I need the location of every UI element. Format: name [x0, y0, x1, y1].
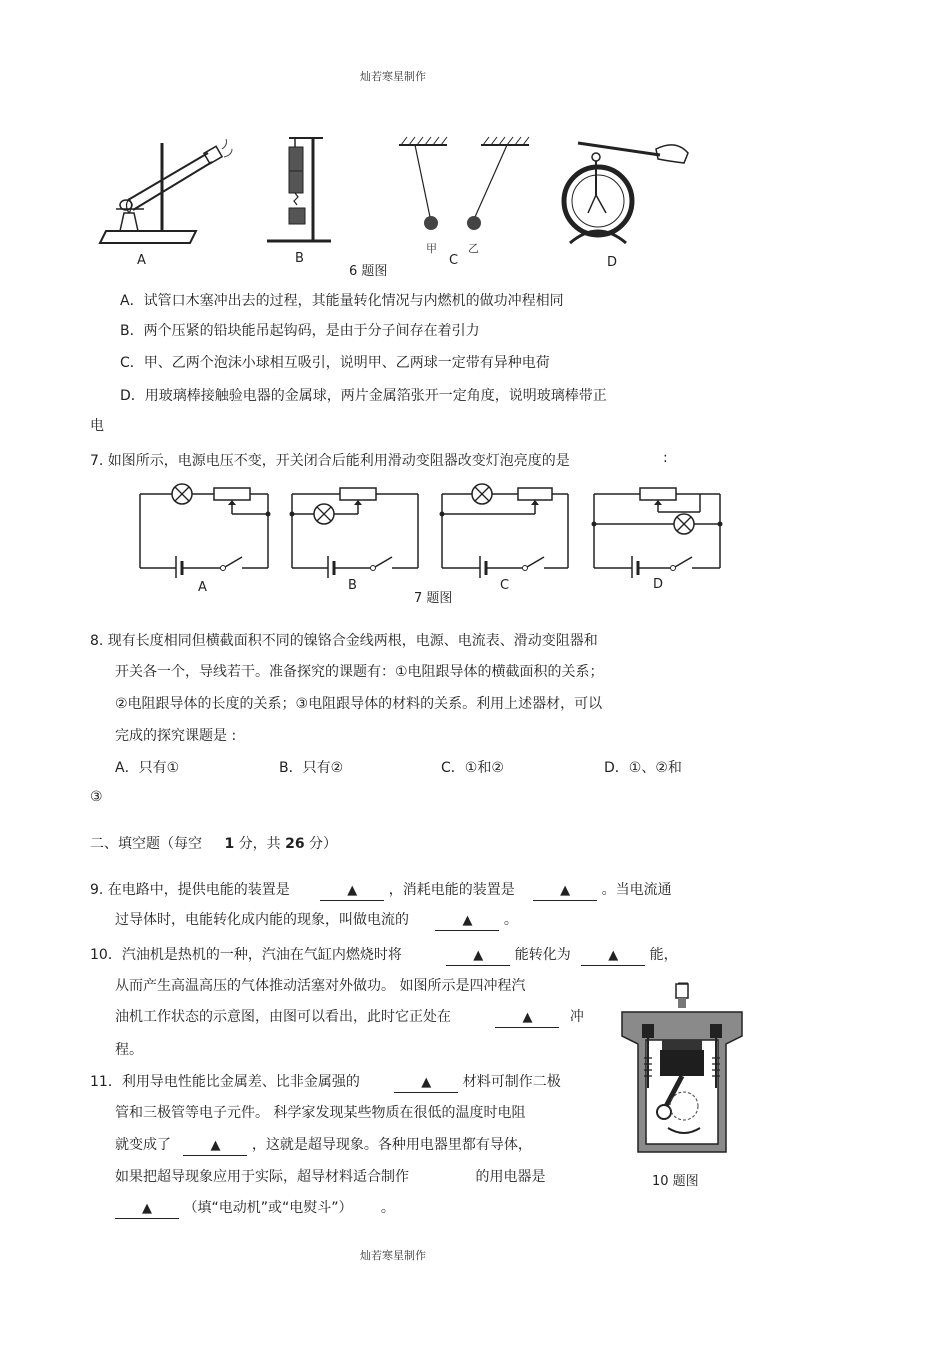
figure-10-caption: 10 题图 [652, 1174, 699, 1189]
q6-option-b: B．两个压紧的铅块能吊起钩码，是由于分子间存在着引力 [120, 323, 480, 339]
figure-6-label-a: A [137, 253, 146, 268]
q11-text-5: 如果把超导现象应用于实际，超导材料适合制作 [115, 1169, 409, 1185]
section-2-mid: 分，共 [238, 836, 281, 852]
figure-6-label-d: D [607, 255, 618, 270]
q9-text-4: 过导体时，电能转化成内能的现象，叫做电流的 [115, 912, 409, 928]
q10-blank-3[interactable]: ▲ [495, 1010, 559, 1028]
q11-line-1 [90, 1071, 561, 1093]
q8-line-3: ②电阻跟导体的长度的关系；③电阻跟导体的材料的关系。利用上述器材，可以 [115, 696, 603, 712]
q11-text-3: 就变成了 [115, 1137, 171, 1153]
q10-line-2: 从而产生高温高压的气体推动活塞对外做功。 如图所示是四冲程汽 [115, 978, 526, 994]
section-2-prefix: 二、填空题（每空 [90, 836, 202, 852]
circuit-b [290, 480, 425, 575]
figure-6-label-b: B [295, 251, 304, 266]
q10-line-3 [115, 1006, 584, 1028]
q9-blank-3[interactable]: ▲ [435, 913, 499, 931]
q7-stem: 7. 如图所示，电源电压不变，开关闭合后能利用滑动变阻器改变灯泡亮度的是 [90, 453, 570, 469]
q10-blank-1[interactable]: ▲ [446, 948, 510, 966]
figure-6-caption: 6 题图 [349, 264, 388, 279]
pendulum-label-jia: 甲 [426, 242, 437, 255]
circuit-d [592, 480, 727, 575]
q9-text-5: 。 [503, 912, 518, 928]
circuit-label-a: A [198, 580, 207, 595]
q10-text-2: 能转化为 [514, 947, 571, 963]
q8-line-2: 开关各一个，导线若干。准备探究的课题有：①电阻跟导体的横截面积的关系； [115, 664, 604, 680]
q7-colon: : [663, 450, 668, 466]
section-2-score: 1 [224, 836, 235, 852]
circuit-label-d: D [653, 577, 664, 592]
figure-7-caption: 7 题图 [414, 591, 453, 606]
page-footer: 灿若寒星制作 [360, 1249, 426, 1262]
q9-blank-2[interactable]: ▲ [533, 883, 597, 901]
q8-option-c: C．①和② [441, 760, 504, 776]
q6-option-c: C．甲、乙两个泡沫小球相互吸引，说明甲、乙两球一定带有异种电荷 [120, 355, 550, 371]
figure-6-label-c: C [449, 253, 459, 268]
q10-text-4: 油机工作状态的示意图，由图可以看出，此时它正处在 [115, 1009, 451, 1025]
q8-line-1: 8. 现有长度相同但横截面积不同的镍铬合金线两根，电源、电流表、滑动变阻器和 [90, 633, 598, 649]
q11-text-2: 材料可制作二极 [462, 1074, 561, 1090]
q10-text-1: 10．汽油机是热机的一种，汽油在气缸内燃烧时将 [90, 947, 402, 963]
pendulum-label-yi: 乙 [468, 242, 479, 255]
q6-option-d-tail: 电 [90, 418, 104, 434]
q9-text-1: 9. 在电路中，提供电能的装置是 [90, 882, 290, 898]
q11-line-4 [115, 1166, 545, 1186]
q9-text-2: ，消耗电能的装置是 [388, 882, 515, 898]
q10-text-5: 冲 [569, 1009, 584, 1025]
q8-line-4: 完成的探究课题是 : [115, 728, 237, 744]
q10-line-4: 程。 [115, 1042, 143, 1058]
q11-text-1: 11．利用导电性能比金属差、比非金属强的 [90, 1074, 360, 1090]
q11-text-8: 。 [380, 1200, 395, 1216]
circuit-c [440, 480, 575, 575]
section-2-suffix: 分） [309, 836, 338, 852]
q9-blank-1[interactable]: ▲ [320, 883, 384, 901]
circuit-a [138, 480, 273, 575]
figure-6c-foam-balls [395, 135, 535, 245]
page-header: 灿若寒星制作 [360, 70, 426, 83]
q6-option-d: D．用玻璃棒接触验电器的金属球，两片金属箔张开一定角度，说明玻璃棒带正 [120, 388, 607, 404]
section-2-total: 26 [285, 836, 305, 852]
q11-text-4: ，这就是超导现象。各种用电器里都有导体， [251, 1137, 532, 1153]
q11-text-6: 的用电器是 [475, 1169, 546, 1185]
q10-text-3: 能， [649, 947, 678, 963]
q9-text-3: 。当电流通 [601, 882, 672, 898]
figure-10-engine [618, 978, 748, 1160]
q11-blank-1[interactable]: ▲ [394, 1075, 458, 1093]
section-2-heading [90, 833, 337, 853]
q11-blank-2[interactable]: ▲ [183, 1138, 247, 1156]
circuit-label-c: C [500, 578, 510, 593]
q8-option-a: A．只有① [115, 760, 180, 776]
q11-line-2: 管和三极管等电子元件。 科学家发现某些物质在很低的温度时电阻 [115, 1105, 526, 1121]
q9-line-2 [115, 909, 518, 931]
q6-option-a: A．试管口木塞冲出去的过程，其能量转化情况与内燃机的做功冲程相同 [120, 293, 564, 309]
figure-6d-electroscope [570, 135, 695, 247]
q9-line-1 [90, 879, 672, 901]
q8-option-d-tail: ③ [90, 789, 103, 805]
q10-blank-2[interactable]: ▲ [581, 948, 645, 966]
circuit-label-b: B [348, 578, 357, 593]
q10-line-1 [90, 944, 678, 966]
q11-text-7: （填“电动机”或“电熨斗”） [183, 1200, 353, 1216]
figure-6b-lead-blocks [265, 133, 335, 248]
q11-blank-3[interactable]: ▲ [115, 1201, 179, 1219]
q11-line-5 [115, 1197, 395, 1219]
q11-line-3 [115, 1134, 532, 1156]
figure-6a-test-tube-apparatus [98, 135, 238, 250]
q8-option-d: D．①、②和 [604, 760, 682, 776]
q8-option-b: B．只有② [279, 760, 344, 776]
